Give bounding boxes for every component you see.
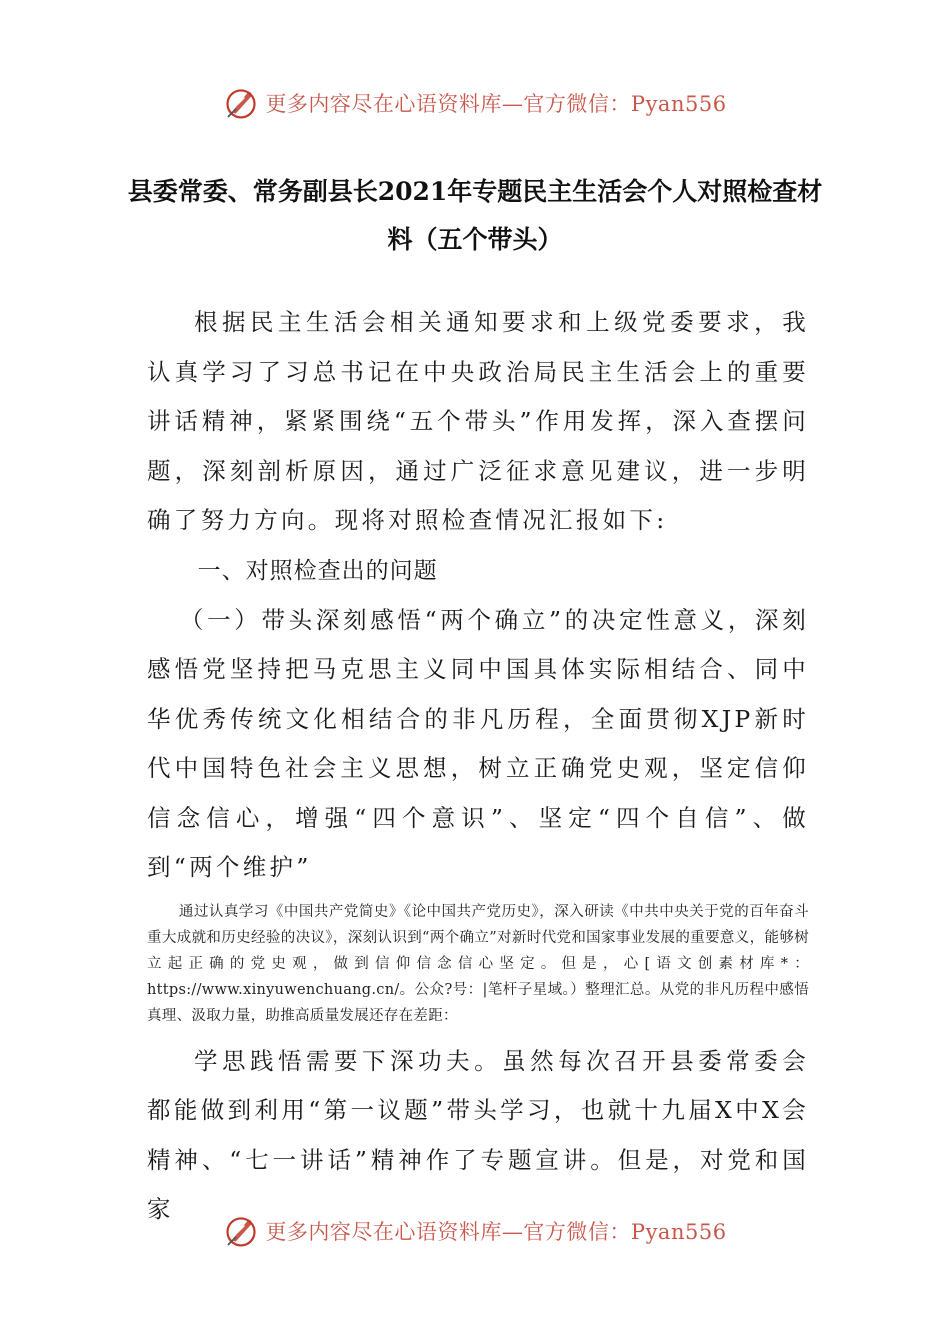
watermark-text: 更多内容尽在心语资料库—官方微信：Pyan556	[265, 1220, 727, 1244]
quill-circle-logo-icon	[223, 85, 259, 121]
document-title: 县委常委、常务副县长2021年专题民主生活会个人对照检查材料（五个带头）	[127, 177, 823, 254]
header-watermark-banner	[0, 78, 950, 128]
document-body	[147, 298, 809, 1235]
watermark-text: 更多内容尽在心语资料库—官方微信：Pyan556	[265, 92, 727, 116]
footer-watermark-banner	[0, 1206, 950, 1256]
section-heading: 一、对照检查出的问题	[197, 557, 438, 584]
small-print-paragraph: 通过认真学习《中国共产党简史》《论中国共产党历史》，深入研读《中共中央关于党的百年奋斗重大成就和历史经验的决议》，深刻认识到“两个确立”对新时代党和国家事业发展的重要意义，能够树立起正确的党史观，做到信仰信念信心坚定。但是，心[语文创素材库*：https://www.xinyuwenchuang.cn/。公众?号：|笔杆子星域。）整理汇总。从党的非凡历程中感悟真理、汲取力量，助推高质量发展还存在差距：	[147, 903, 809, 1024]
body-paragraph: 学思践悟需要下深功夫。虽然每次召开县委常委会都能做到利用“第一议题”带头学习，也就十九届X中X会精神、“七一讲话”精神作了专题宣讲。但是，对党和国家	[147, 1046, 809, 1223]
subsection-heading: （一）带头深刻感悟“两个确立”的决定性意义，深刻感悟党坚持把马克思主义同中国具体实际相结合、同中华优秀传统文化相结合的非凡历程，全面贯彻XJP新时代中国特色社会主义思想，树立正确党史观，坚定信仰信念信心，增强“四个意识”、坚定“四个自信”、做到“两个维护”	[147, 605, 809, 881]
quill-circle-logo-icon	[223, 1213, 259, 1249]
intro-paragraph: 根据民主生活会相关通知要求和上级党委要求，我认真学习了习总书记在中央政治局民主生活会上的重要讲话精神，紧紧围绕“五个带头”作用发挥，深入查摆问题，深刻剖析原因，通过广泛征求意见建议，进一步明确了努力方向。现将对照检查情况汇报如下:	[147, 308, 809, 534]
